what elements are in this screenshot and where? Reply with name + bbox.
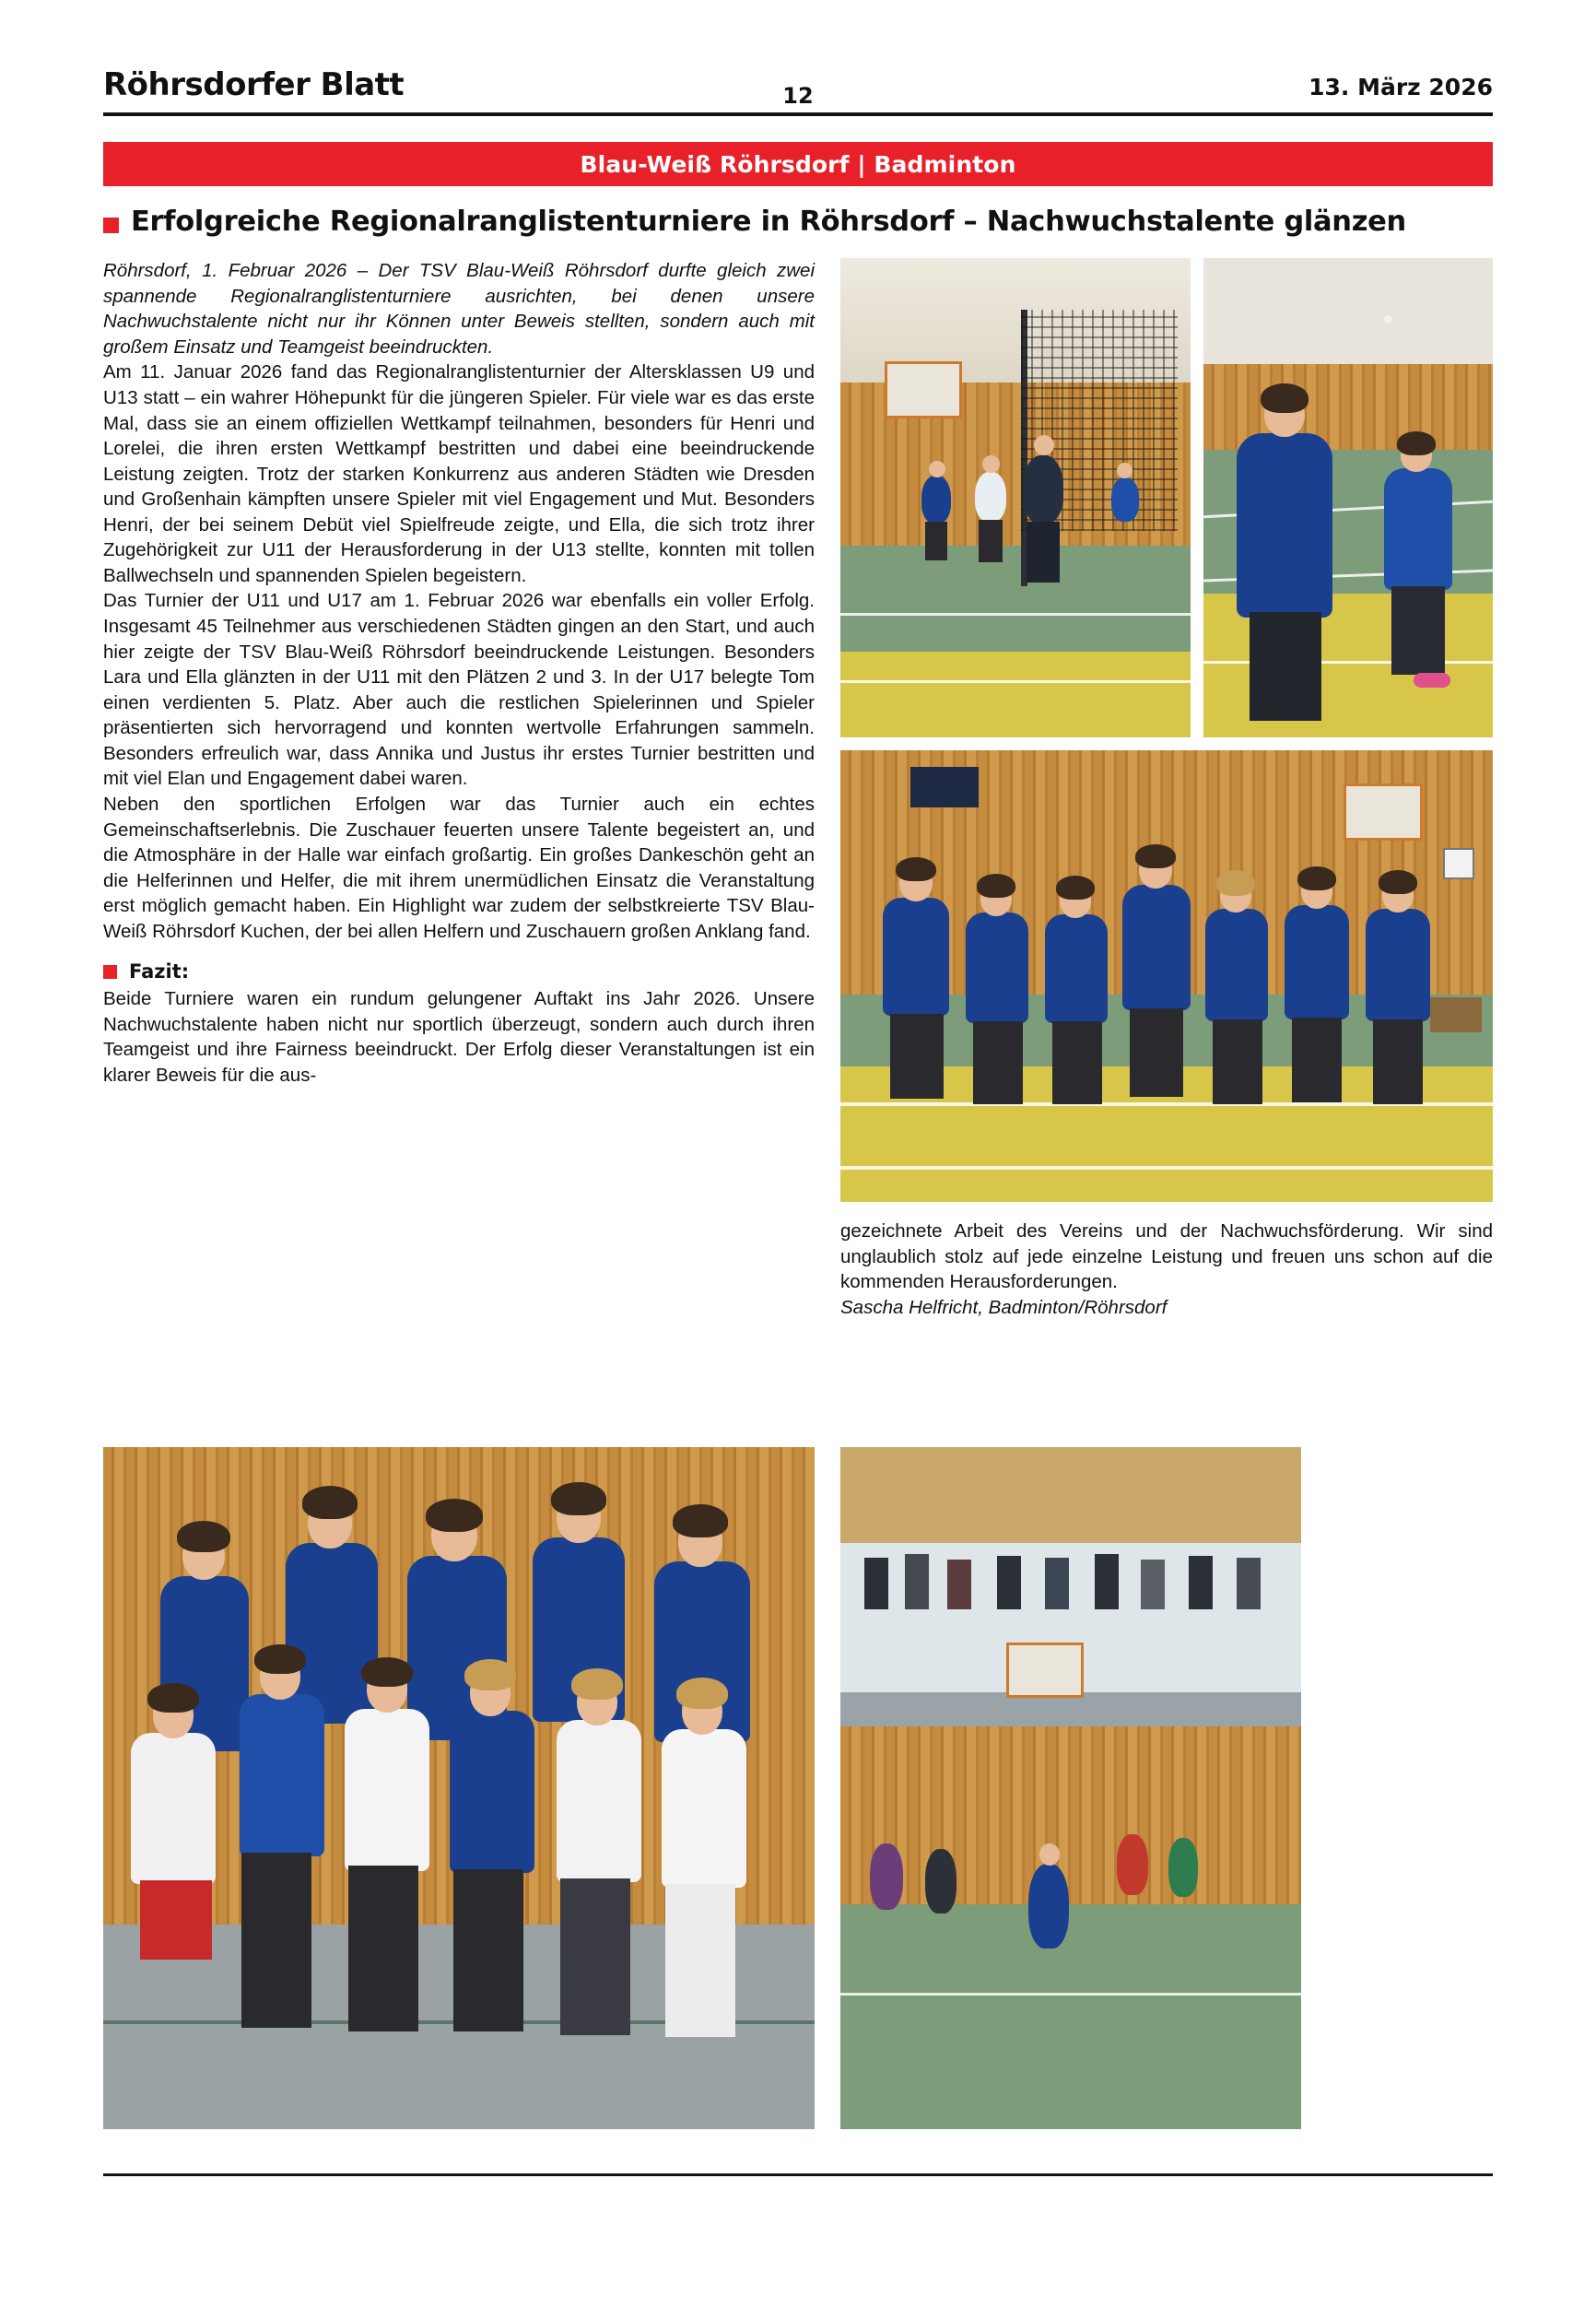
conclusion-text-right: gezeichnete Arbeit des Vereins und der Nachwuchsförderung. Wir sind unglaublich stolz auf jede einzelne Leistung und freuen uns schon auf die kommenden Herausforderungen.	[840, 1220, 1493, 1293]
photo-large-group-scene	[103, 1447, 815, 2129]
photo-team-group	[840, 750, 1493, 1202]
bullet-square-icon	[103, 218, 119, 233]
header-divider	[103, 112, 1493, 116]
section-banner-label: Blau-Weiß Röhrsdorf | Badminton	[580, 150, 1016, 178]
article-byline: Sascha Helfricht, Badminton/Röhrsdorf	[840, 1296, 1168, 1318]
photo-hall-left-scene	[840, 258, 1191, 737]
headline-row	[103, 206, 1493, 238]
bullet-square-icon	[103, 965, 117, 979]
issue-date: 13. März 2026	[1308, 74, 1493, 100]
conclusion-heading	[103, 960, 815, 983]
conclusion-text-left: Beide Turniere waren ein rundum gelungener Auftakt ins Jahr 2026. Unsere Nachwuchstalente haben nicht nur sportlich überzeugt, sondern auch durch ihren Teamgeist und ihre Fairness beeindruckt. Der Erfolg dieser Veranstaltungen ist ein klarer Beweis für die aus-	[103, 988, 815, 1087]
article-paragraph-1: Röhrsdorf, 1. Februar 2026 – Der TSV Blau-Weiß Röhrsdorf durfte gleich zwei spannende Regionalranglistenturniere ausrichten, bei denen unsere Nachwuchstalente nicht nur ihr Können unter Beweis stellten, sondern auch mit großem Einsatz und Teamgeist beeindruckten.	[103, 260, 815, 358]
article-content	[103, 258, 1493, 1320]
page-number: 12	[782, 83, 814, 109]
photo-hall-left	[840, 258, 1191, 737]
photo-hall-right-scene	[1203, 258, 1493, 737]
section-banner	[103, 142, 1493, 186]
photo-column	[840, 258, 1493, 1320]
photo-team-group-scene	[840, 750, 1493, 1202]
conclusion-label: Fazit:	[129, 960, 190, 983]
text-column	[103, 258, 815, 1088]
article-paragraph-2: Am 11. Januar 2026 fand das Regionalranglistenturnier der Altersklassen U9 und U13 statt – ein wahrer Höhepunkt für die jüngeren Spieler. Für viele war es das erste Mal, dass sie an einem offiziellen Wettkampf teilnahmen, besonders für Henri und Lorelei, die ihren ersten Wettkampf bestritten und dabei eine beeindruckende Leistung zeigten. Trotz der starken Konkurrenz aus anderen Städten wie Dresden und Großenhain kämpften unsere Spieler mit viel Engagement und Mut. Besonders Henri, der bei seinem Debüt viel Spielfreude zeigte, und Ella, die sich trotz ihrer Zugehörigkeit zur U11 der Herausforderung in der U13 stellte, konnten mit tollen Ballwechseln und spannenden Spielen begeistern.	[103, 361, 815, 586]
photo-hall-spectators-scene	[840, 1447, 1301, 2129]
article-paragraph-4: Neben den sportlichen Erfolgen war das Turnier auch ein echtes Gemeinschaftserlebnis. Die Zuschauer feuerten unsere Talente begeistert an, und die Atmosphäre in der Halle war einfach großartig. Ein großes Dankeschön geht an die Helferinnen und Helfer, die mit ihrem unermüdlichen Einsatz die Veranstaltung erst möglich gemacht haben. Ein Highlight war zudem der selbstkreierte TSV Blau-Weiß Röhrsdorf Kuchen, der bei allen Helfern und Zuschauern großen Anklang fand.	[103, 793, 815, 942]
footer-divider	[103, 2173, 1493, 2176]
publication-title: Röhrsdorfer Blatt	[103, 66, 405, 103]
bottom-photo-row	[103, 1447, 1301, 2129]
article-headline: Erfolgreiche Regionalranglistenturniere in Röhrsdorf – Nachwuchstalente glänzen	[131, 206, 1406, 238]
top-photo-pair	[840, 258, 1493, 737]
upper-columns	[103, 258, 1493, 1320]
article-paragraph-3: Das Turnier der U11 und U17 am 1. Februar 2026 war ebenfalls ein voller Erfolg. Insgesamt 45 Teilnehmer aus verschiedenen Städten gingen an den Start, und auch hier zeigte der TSV Blau-Weiß Röhrsdorf beeindruckende Leistungen. Besonders Lara und Ella glänzten in der U11 mit den Plätzen 2 und 3. In der U17 belegte Tom einen verdienten 5. Platz. Aber auch die restlichen Spielerinnen und Spieler präsentierten sich hervorragend und konnten wertvolle Erfahrungen sammeln. Besonders erfreulich war, dass Annika und Justus ihr erstes Turnier bestritten und mit viel Elan und Engagement dabei waren.	[103, 590, 815, 790]
photo-hall-spectators	[840, 1447, 1301, 2129]
photo-hall-right	[1203, 258, 1493, 737]
photo-large-group	[103, 1447, 815, 2129]
